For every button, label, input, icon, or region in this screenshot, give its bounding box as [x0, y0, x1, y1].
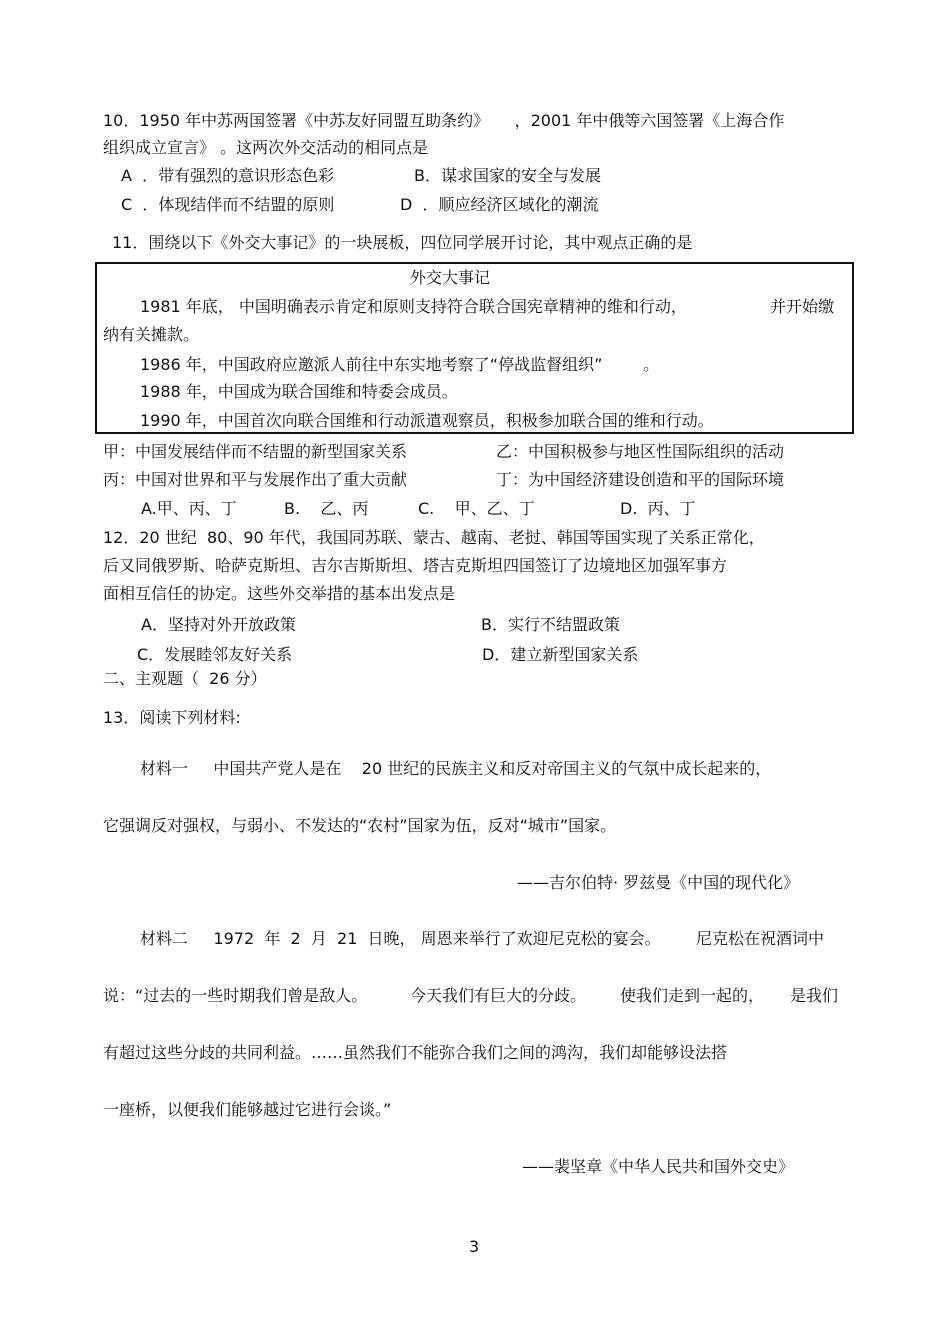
material-2-line2d: 是我们: [790, 986, 839, 1005]
q10-stem-line2: 组织成立宣言》 。这两次外交活动的相同点是: [103, 138, 429, 157]
material-1-source: ——吉尔伯特· 罗兹曼《中国的现代化》: [517, 873, 800, 892]
q11-view-jia: 甲：中国发展结伴而不结盟的新型国家关系: [103, 442, 408, 461]
material-2-source: ——裴坚章《中华人民共和国外交史》: [522, 1157, 795, 1176]
material-2-line4: 一座桥，以便我们能够越过它进行会谈。”: [103, 1100, 392, 1119]
material-2-line3: 有超过这些分歧的共同利益。……虽然我们不能弥合我们之间的鸿沟，我们却能够设法搭: [103, 1043, 728, 1062]
q12-stem-line1: 12．20 世纪 80、90 年代，我国同苏联、蒙古、越南、老挝、韩国等国实现了关系正常化，: [103, 528, 765, 547]
chronicle-entry-1981-cont: 纳有关摊款。: [103, 325, 200, 344]
material-2-line2c: 使我们走到一起的，: [620, 986, 765, 1005]
material-2-line2b: 今天我们有巨大的分歧。: [410, 986, 587, 1005]
q10-option-a: A ．带有强烈的意识形态色彩: [121, 166, 335, 185]
q12-stem-line2: 后又同俄罗斯、哈萨克斯坦、吉尔吉斯斯坦、塔吉克斯坦四国签订了边境地区加强军事方: [103, 556, 728, 575]
q11-view-ding: 丁：为中国经济建设创造和平的国际环境: [496, 470, 785, 489]
q11-option-a: A.甲、丙、丁: [141, 499, 237, 518]
q11-option-c: C. 甲、乙、丁: [418, 499, 535, 518]
page-number: 3: [469, 1237, 480, 1256]
q10-option-d: D ．顺应经济区域化的潮流: [400, 195, 599, 214]
q11-stem: 11．围绕以下《外交大事记》的一块展板，四位同学展开讨论，其中观点正确的是: [112, 233, 693, 252]
chronicle-entry-1981: 1981 年底， 中国明确表示肯定和原则支持符合联合国宪章精神的维和行动，: [140, 297, 687, 316]
material-2-line1: 材料二 1972 年 2 月 21 日晚， 周恩来举行了欢迎尼克松的宴会。: [140, 929, 661, 948]
chronicle-title: 外交大事记: [410, 268, 491, 287]
material-2-line2a: 说：“过去的一些时期我们曾是敌人。: [103, 986, 368, 1005]
q12-option-b: B．实行不结盟政策: [481, 615, 620, 634]
q11-view-yi: 乙：中国积极参与地区性国际组织的活动: [496, 442, 785, 461]
material-2-line1-end: 尼克松在祝酒词中: [696, 929, 825, 948]
q10-option-c: C ．体现结伴而不结盟的原则: [121, 195, 335, 214]
q11-option-d: D. 丙、丁: [620, 499, 696, 518]
q12-option-d: D．建立新型国家关系: [482, 645, 639, 664]
material-1-line2: 它强调反对强权，与弱小、不发达的“农村”国家为伍，反对“城市”国家。: [103, 816, 617, 835]
chronicle-entry-1988: 1988 年，中国成为联合国维和特委会成员。: [140, 382, 458, 401]
q12-stem-line3: 面相互信任的协定。这些外交举措的基本出发点是: [103, 584, 456, 603]
q11-option-b: B. 乙、丙: [284, 499, 369, 518]
section-heading: 二、主观题（ 26 分）: [103, 669, 267, 688]
q10-stem-line1: 10．1950 年中苏两国签署《中苏友好同盟互助条约》 ，2001 年中俄等六国签署《上海合作: [103, 111, 785, 130]
chronicle-entry-1986: 1986 年，中国政府应邀派人前往中东实地考察了“停战监督组织” 。: [140, 355, 660, 374]
q12-option-c: C．发展睦邻友好关系: [137, 645, 293, 664]
material-1-line1: 材料一 中国共产党人是在 20 世纪的民族主义和反对帝国主义的气氛中成长起来的，: [140, 759, 772, 778]
chronicle-entry-1990: 1990 年，中国首次向联合国维和行动派遣观察员，积极参加联合国的维和行动。: [140, 411, 714, 430]
q10-option-b: B．谋求国家的安全与发展: [414, 166, 601, 185]
q13-stem: 13．阅读下列材料:: [103, 708, 241, 727]
q11-view-bing: 丙：中国对世界和平与发展作出了重大贡献: [103, 470, 408, 489]
chronicle-entry-1981-end: 并开始缴: [770, 297, 835, 316]
q12-option-a: A．坚持对外开放政策: [141, 615, 296, 634]
